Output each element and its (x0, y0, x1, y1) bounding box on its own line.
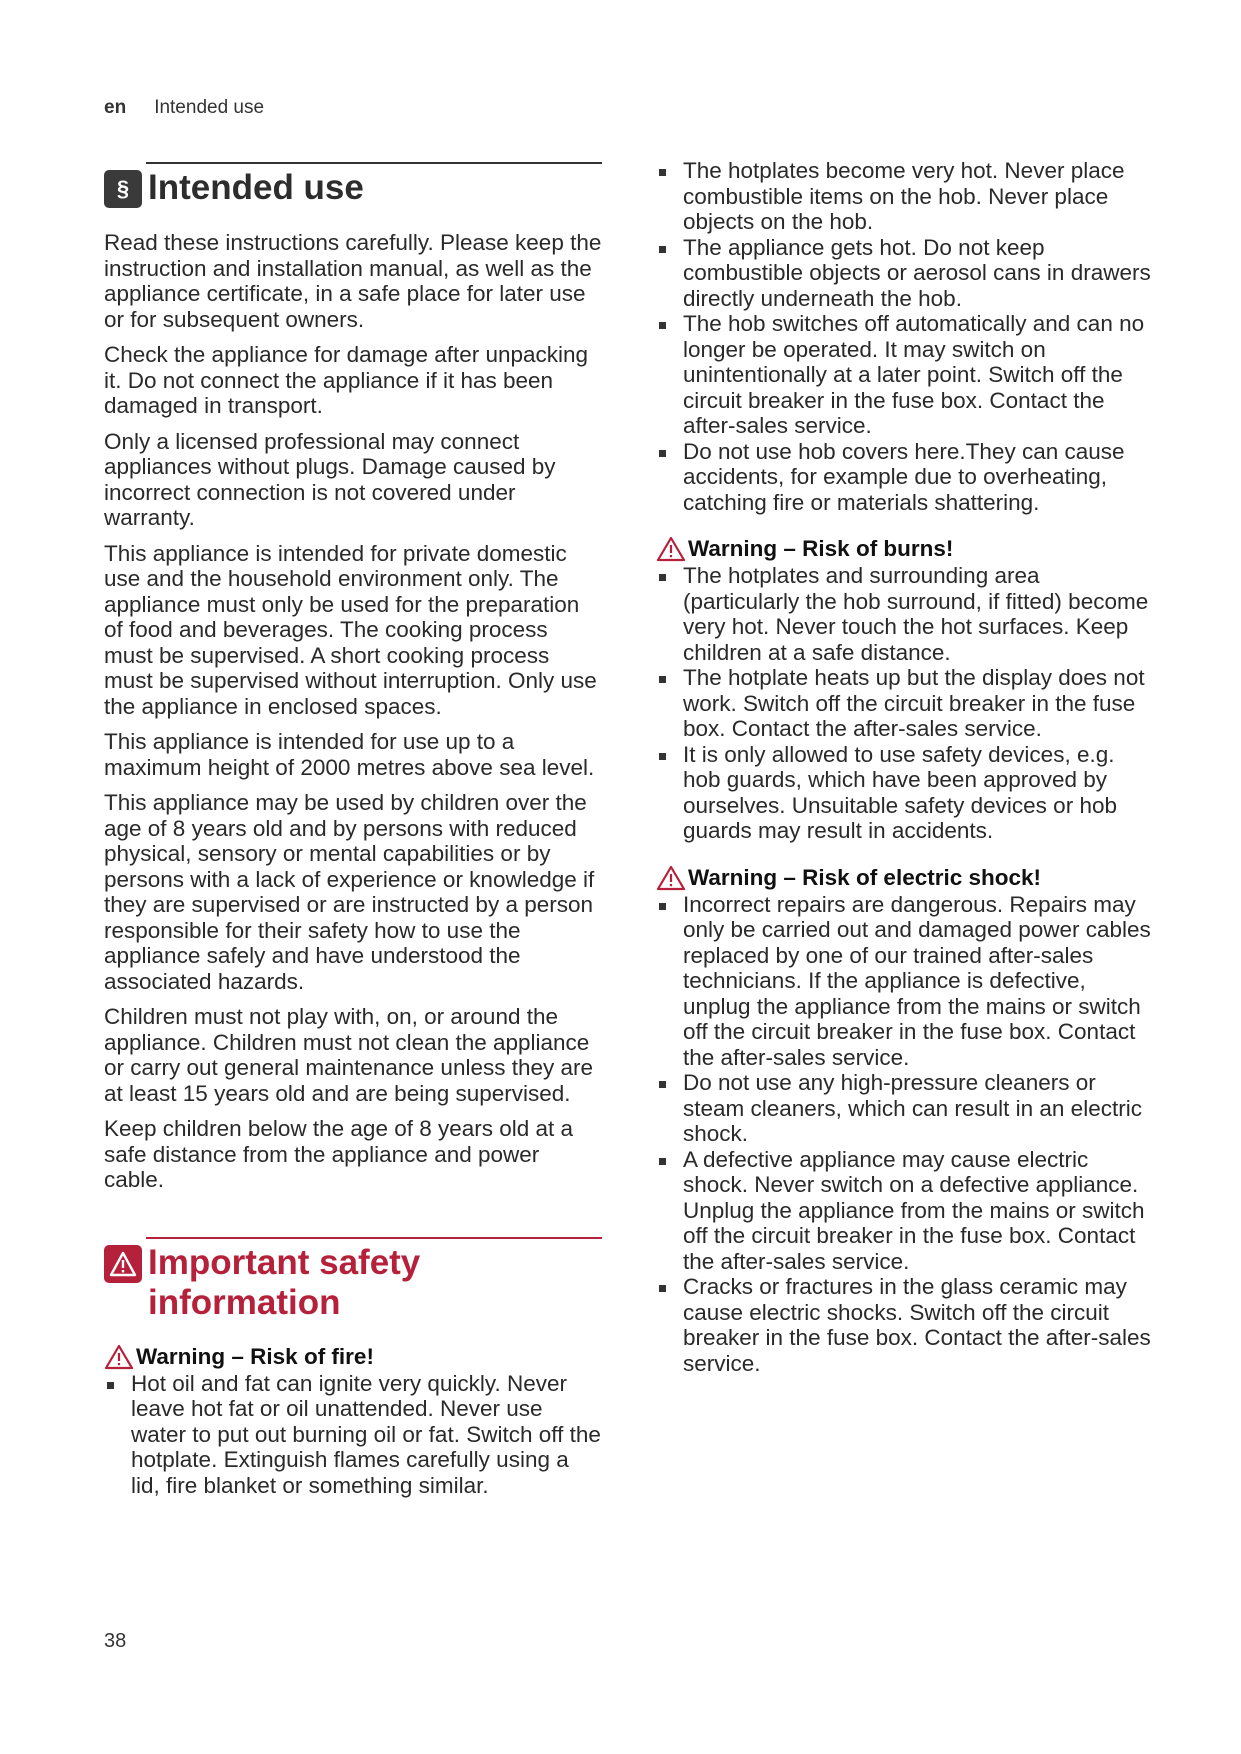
language-code: en (104, 97, 127, 118)
warning-triangle-icon (104, 1344, 134, 1370)
fire-warning-heading (104, 1343, 602, 1371)
heading-rule (146, 162, 602, 164)
list-item: Cracks or fractures in the glass ceramic may cause electric shocks. Switch off the circuit breaker in the fuse box. Contact the after-sales service. (656, 1274, 1156, 1376)
paragraph: Only a licensed professional may connect appliances without plugs. Damage caused by incorrect connection is not covered under warranty. (104, 428, 556, 530)
page-number: 38 (104, 1630, 127, 1652)
list-item: A defective appliance may cause electric shock. Never switch on a defective appliance. Unplug the appliance from the mains or switch off the circuit breaker in the fuse box. Contact the after-sales service. (656, 1147, 1156, 1275)
list-item: The appliance gets hot. Do not keep combustible objects or aerosol cans in drawers directly underneath the hob. (656, 235, 1156, 312)
intended-use-heading (104, 162, 602, 208)
shock-warning-heading (656, 864, 1156, 892)
paragraph: Check the appliance for damage after unpacking it. Do not connect the appliance if it has been damaged in transport. (104, 342, 589, 418)
warning-icon (104, 1245, 142, 1283)
list-item: It is only allowed to use safety devices, e.g. hob guards, which have been approved by ourselves. Unsuitable safety devices or hob guards may result in accidents. (656, 742, 1156, 844)
header-section: Intended use (154, 97, 265, 118)
fire-warning-list-continued (656, 158, 1156, 515)
section-title: Important safety information (148, 1242, 421, 1322)
burns-warning-heading (656, 535, 1156, 563)
section-title: Intended use (148, 168, 364, 207)
list-item: Hot oil and fat can ignite very quickly. Never leave hot fat or oil unattended. Never use water to put out burning oil or fat. Switch off the hotplate. Extinguish flames carefully using a lid, fire blanket or something similar. (104, 1371, 602, 1499)
fire-warning-list (104, 1371, 602, 1499)
left-column (104, 162, 602, 1498)
burns-warning-list (656, 563, 1156, 844)
list-item: The hob switches off automatically and can no longer be operated. It may switch on unintentionally at a later point. Switch off the circuit breaker in the fuse box. Contact the after-sales service. (656, 311, 1156, 439)
list-item: The hotplates and surrounding area (particularly the hob surround, if fitted) become very hot. Never touch the hot surfaces. Keep children at a safe distance. (656, 563, 1156, 665)
paragraph: Children must not play with, on, or around the appliance. Children must not clean the appliance or carry out general maintenance unless they are at least 15 years old and are being supervised. (104, 1004, 594, 1106)
list-item: The hotplates become very hot. Never place combustible items on the hob. Never place objects on the hob. (656, 158, 1156, 235)
paragraph: Read these instructions carefully. Please keep the instruction and installation manual, as well as the appliance certificate, in a safe place for later use or for subsequent owners. (104, 230, 602, 332)
section-icon: § (104, 170, 142, 208)
list-item: Do not use any high-pressure cleaners or steam cleaners, which can result in an electric shock. (656, 1070, 1156, 1147)
shock-warning-list (656, 892, 1156, 1377)
paragraph: Keep children below the age of 8 years old at a safe distance from the appliance and power cable. (104, 1116, 574, 1192)
list-item: Do not use hob covers here.They can cause accidents, for example due to overheating, catching fire or materials shattering. (656, 439, 1156, 516)
right-column (656, 158, 1156, 1376)
warning-label: Warning – Risk of fire! (136, 1343, 374, 1369)
warning-triangle-icon (656, 865, 686, 891)
paragraph: This appliance is intended for private domestic use and the household environment only. The appliance must only be used for the preparation of food and beverages. The cooking process must be supervised. A short cooking process must be supervised without interruption. Only use the appliance in enclosed spaces. (104, 540, 597, 719)
warning-triangle-icon (656, 536, 686, 562)
list-item: Incorrect repairs are dangerous. Repairs may only be carried out and damaged power cables replaced by one of our trained after-sales technicians. If the appliance is defective, unplug the appliance from the mains or switch off the circuit breaker in the fuse box. Contact the after-sales service. (656, 892, 1156, 1071)
running-header (104, 97, 264, 119)
warning-label: Warning – Risk of burns! (688, 536, 954, 561)
list-item: The hotplate heats up but the display does not work. Switch off the circuit breaker in the fuse box. Contact the after-sales service. (656, 665, 1156, 742)
paragraph: This appliance is intended for use up to a maximum height of 2000 metres above sea level. (104, 729, 595, 780)
paragraph: This appliance may be used by children over the age of 8 years old and by persons with reduced physical, sensory or mental capabilities or by persons with a lack of experience or knowledge if they are supervised or are instructed by a person responsible for their safety how to use the appliance safely and have understood the associated hazards. (104, 790, 595, 994)
safety-heading (104, 1237, 602, 1323)
warning-label: Warning – Risk of electric shock! (688, 864, 1042, 890)
heading-rule (146, 1237, 602, 1239)
